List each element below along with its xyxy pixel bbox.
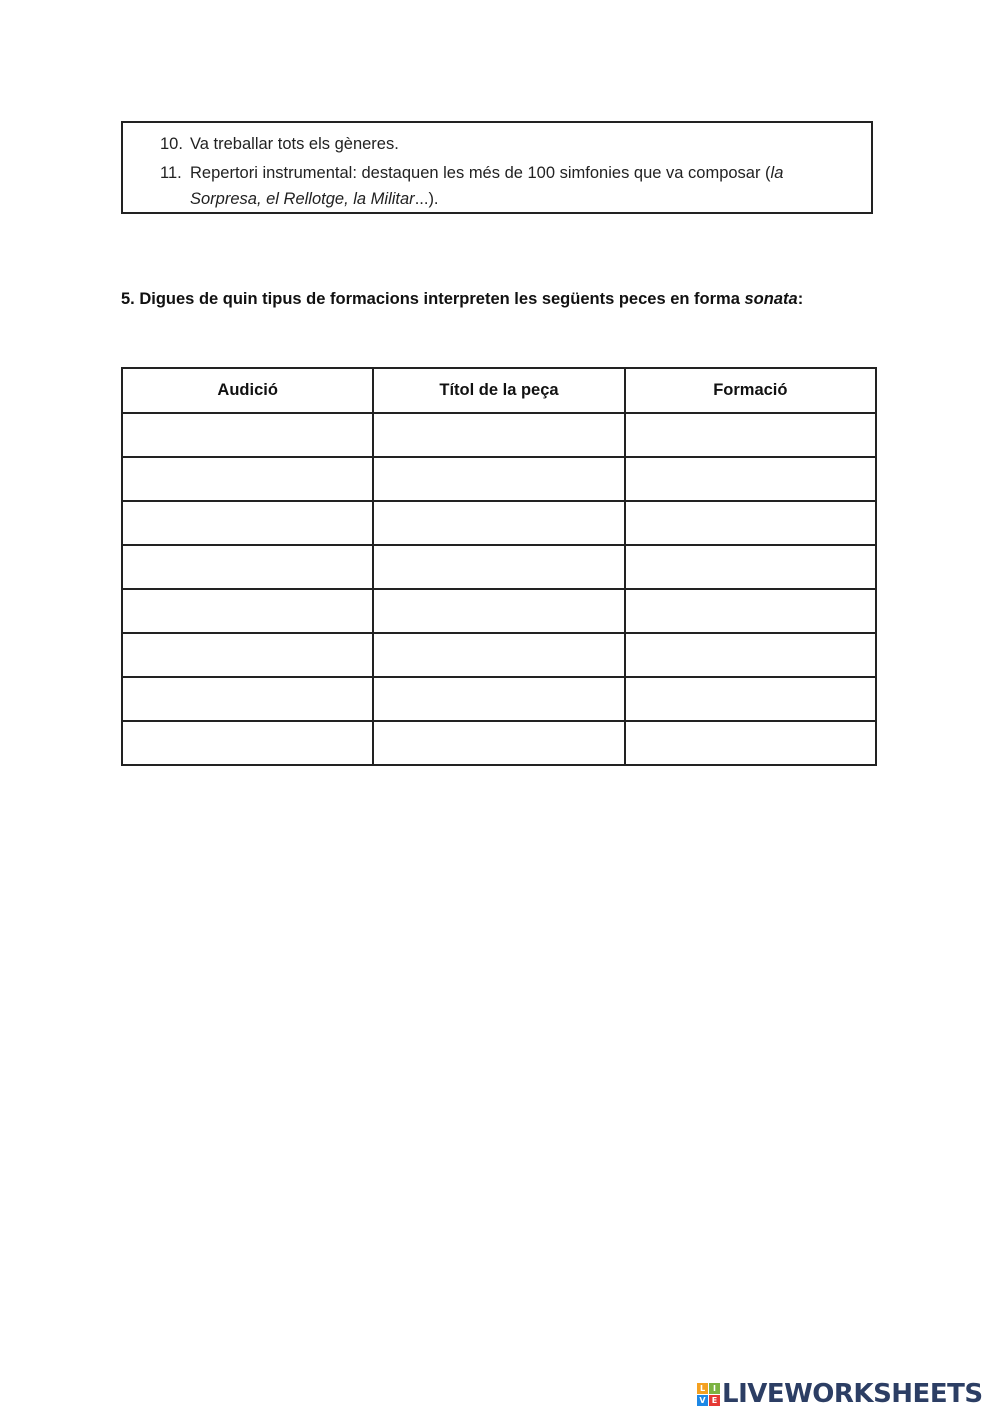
header-audicio: Audició [122,368,373,413]
list-item-text-plain: Repertori instrumental: destaquen les més de 100 simfonies que va composar ( [190,164,771,182]
question-text: 5. Digues de quin tipus de formacions interpreten les següents peces en forma [121,290,745,308]
list-item-text-plain: ...). [414,190,439,208]
answer-cell-audicio[interactable] [122,545,373,589]
table-row [122,721,876,765]
list-item-text: Va treballar tots els gèneres. [190,135,399,153]
logo-mark-icon [697,1383,720,1406]
question-5 [121,290,803,309]
answer-cell-titol[interactable] [373,545,624,589]
answer-cell-audicio[interactable] [122,413,373,457]
answer-cell-formacio[interactable] [625,589,876,633]
question-text-end: : [797,290,804,308]
answer-cell-audicio[interactable] [122,501,373,545]
table-header-row [122,368,876,413]
answer-cell-titol[interactable] [373,501,624,545]
answer-cell-titol[interactable] [373,457,624,501]
table-row [122,545,876,589]
table-row [122,589,876,633]
table-row [122,413,876,457]
logo-mark-letter: I [709,1383,720,1394]
answer-cell-titol[interactable] [373,633,624,677]
logo-mark-letter: L [697,1383,708,1394]
answer-cell-audicio[interactable] [122,633,373,677]
logo-mark-letter: E [709,1395,720,1406]
list-item-text-italic: Sorpresa, el Rellotge, la Militar [190,190,415,208]
answer-cell-titol[interactable] [373,413,624,457]
answer-cell-formacio[interactable] [625,501,876,545]
table-row [122,457,876,501]
answer-cell-formacio[interactable] [625,677,876,721]
header-titol: Títol de la peça [373,368,624,413]
answer-cell-audicio[interactable] [122,457,373,501]
answer-cell-formacio[interactable] [625,545,876,589]
list-item-text-line-2 [190,186,439,212]
list-item-text-italic: la [770,164,784,182]
answer-table [121,367,877,766]
question-text-italic: sonata [744,290,798,308]
answer-cell-audicio[interactable] [122,677,373,721]
list-item-text-line-1 [190,160,783,186]
answer-cell-formacio[interactable] [625,721,876,765]
header-formacio: Formació [625,368,876,413]
answer-cell-formacio[interactable] [625,413,876,457]
answer-cell-titol[interactable] [373,677,624,721]
answer-cell-titol[interactable] [373,589,624,633]
logo-mark-letter: V [697,1395,708,1406]
answer-cell-audicio[interactable] [122,721,373,765]
table-row [122,677,876,721]
liveworksheets-logo [697,1379,983,1409]
answer-cell-formacio[interactable] [625,633,876,677]
logo-text: LIVEWORKSHEETS [722,1379,983,1409]
table-row [122,501,876,545]
answer-cell-titol[interactable] [373,721,624,765]
answer-cell-formacio[interactable] [625,457,876,501]
list-item-number: 11. [160,164,182,182]
previous-answer-box [121,121,873,214]
table-row [122,633,876,677]
answer-cell-audicio[interactable] [122,589,373,633]
list-item-number: 10. [160,135,183,153]
